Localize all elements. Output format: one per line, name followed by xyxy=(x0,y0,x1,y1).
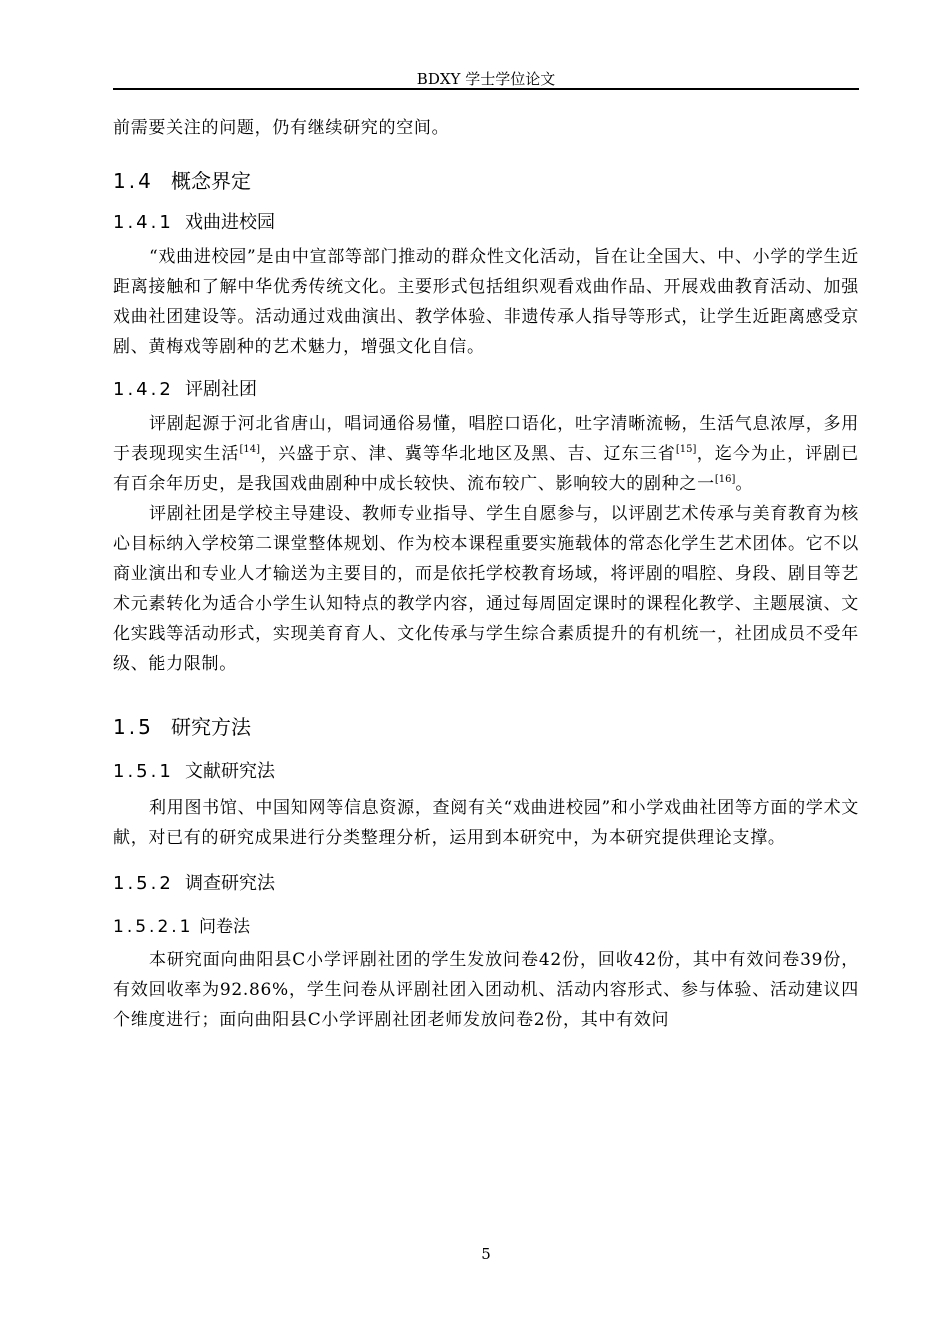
section-title: 文献研究法 xyxy=(185,761,275,782)
section-title: 戏曲进校园 xyxy=(185,212,275,233)
section-title: 调查研究法 xyxy=(185,873,275,894)
header-rule xyxy=(113,88,859,90)
section-title: 评剧社团 xyxy=(185,379,257,400)
subsubsection-heading-1-5-2-1 xyxy=(113,915,859,939)
paragraph: “戏曲进校园”是由中宣部等部门推动的群众性文化活动，旨在让全国大、中、小学的学生近距离接触和了解中华优秀传统文化。主要形式包括组织观看戏曲作品、开展戏曲教育活动、加强戏曲社团建设等。活动通过戏曲演出、教学体验、非遗传承人指导等形式，让学生近距离感受京剧、黄梅戏等剧种的艺术魅力，增强文化自信。 xyxy=(113,247,859,357)
text-run: ，兴盛于京、津、冀等华北地区及黑、吉、辽东三省 xyxy=(260,444,676,464)
citation-ref: [15] xyxy=(675,444,697,455)
subsection-heading-1-5-1 xyxy=(113,759,859,785)
section-number: 1.4 xyxy=(113,169,154,193)
section-number: 1.5.2 xyxy=(113,873,174,894)
section-heading-1-5 xyxy=(113,713,859,741)
section-title: 概念界定 xyxy=(171,169,251,193)
paragraph xyxy=(113,409,859,499)
section-number: 1.5.1 xyxy=(113,761,174,782)
page-number: 5 xyxy=(481,1245,491,1263)
section-number: 1.4.2 xyxy=(113,379,174,400)
section-number: 1.4.1 xyxy=(113,212,174,233)
section-number: 1.5 xyxy=(113,715,154,739)
subsection-heading-1-5-2 xyxy=(113,871,859,897)
section-heading-1-4 xyxy=(113,167,859,195)
page-body xyxy=(113,113,859,1035)
text-run: 评剧起源于河北省唐山，唱词通俗易懂，唱腔口语化，吐字清晰流畅，生活气息浓厚，多用于表现现实生活 xyxy=(113,414,859,464)
paragraph: 本研究面向曲阳县C小学评剧社团的学生发放问卷42份，回收42份，其中有效问卷39份，有效回收率为92.86%，学生问卷从评剧社团入团动机、活动内容形式、参与体验、活动建议四个维度进行；面向曲阳县C小学评剧社团老师发放问卷2份，其中有效问 xyxy=(113,950,859,1030)
citation-ref: [14] xyxy=(239,444,260,455)
subsection-heading-1-4-1 xyxy=(113,210,859,236)
paragraph: 利用图书馆、中国知网等信息资源，查阅有关“戏曲进校园”和小学戏曲社团等方面的学术文献，对已有的研究成果进行分类整理分析，运用到本研究中，为本研究提供理论支撑。 xyxy=(113,798,859,848)
section-number: 1.5.2.1 xyxy=(113,917,194,937)
section-title: 问卷法 xyxy=(199,917,250,937)
continued-paragraph: 前需要关注的问题，仍有继续研究的空间。 xyxy=(113,118,450,138)
subsection-heading-1-4-2 xyxy=(113,377,859,403)
section-title: 研究方法 xyxy=(171,715,251,739)
text-run: 。 xyxy=(735,474,754,494)
running-header: BDXY 学士学位论文 xyxy=(416,70,556,88)
paragraph: 评剧社团是学校主导建设、教师专业指导、学生自愿参与，以评剧艺术传承与美育教育为核心目标纳入学校第二课堂整体规划、作为校本课程重要实施载体的常态化学生艺术团体。它不以商业演出和专业人才输送为主要目的，而是依托学校教育场域，将评剧的唱腔、身段、剧目等艺术元素转化为适合小学生认知特点的教学内容，通过每周固定课时的课程化教学、主题展演、文化实践等活动形式，实现美育育人、文化传承与学生综合素质提升的有机统一，社团成员不受年级、能力限制。 xyxy=(113,504,859,674)
text-run: ，迄今为止，评剧已有百余年历史，是我国戏曲剧种中成长较快、流布较广、影响较大的剧种之一 xyxy=(113,444,859,494)
citation-ref: [16] xyxy=(714,474,736,485)
